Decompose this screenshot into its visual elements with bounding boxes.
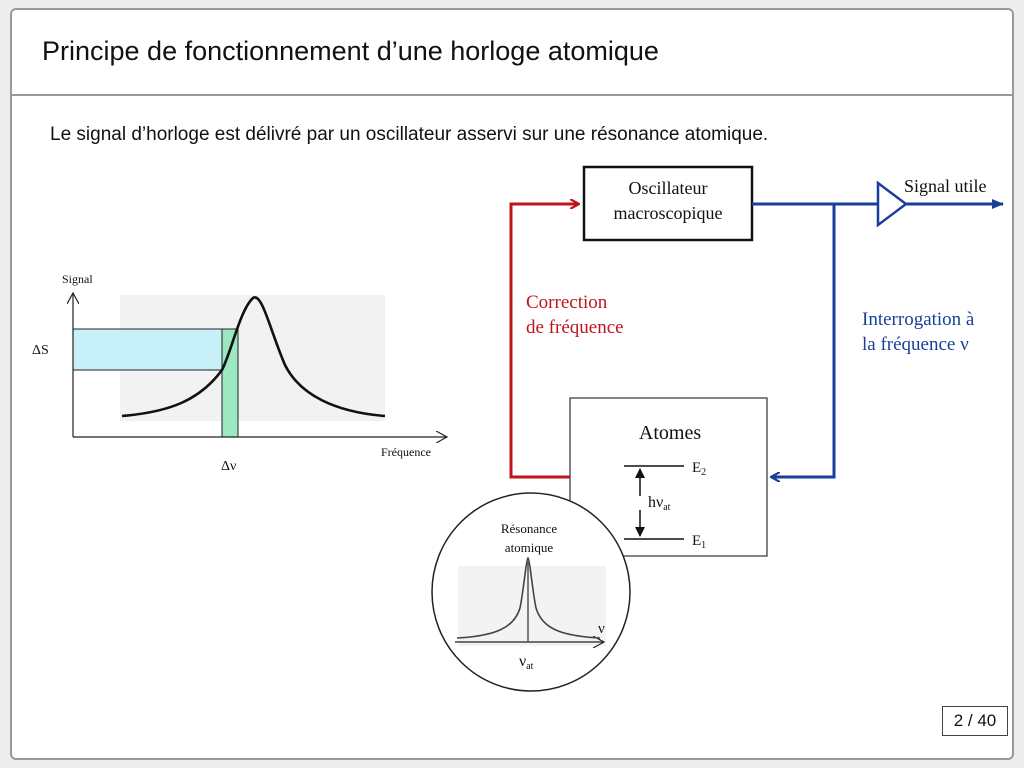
intro-text: Le signal d’horloge est délivré par un oscillateur asservi sur une résonance atomique. — [50, 124, 769, 145]
h-nu-at-label: hνat — [648, 494, 671, 513]
delta-s-label: ΔS — [32, 343, 49, 358]
correction-label-line2: de fréquence — [526, 317, 624, 338]
oscillator-label-line1: Oscillateur — [628, 178, 708, 198]
signal-axis-label: Signal — [62, 272, 93, 286]
useful-signal-label: Signal utile — [904, 176, 987, 196]
e1-label: $E_1$ — [692, 533, 707, 551]
interrogation-arrow — [772, 204, 834, 477]
interrogation-label-line2: la fréquence ν — [862, 334, 969, 355]
delta-nu-label: Δν — [221, 459, 237, 474]
slide-title: Principe de fonctionnement d’une horloge atomique — [42, 36, 659, 66]
oscillator-label-line2: macroscopique — [613, 203, 723, 223]
resonance-label-line1: Résonance — [500, 521, 558, 536]
correction-arrow — [511, 204, 578, 477]
e2-label: $E_2$ — [692, 460, 707, 478]
servo-loop-diagram — [432, 167, 1003, 691]
frequency-axis-label: Fréquence — [381, 445, 431, 459]
nu-axis-label: ν — [598, 621, 605, 637]
response-curve-figure — [32, 272, 447, 474]
resonance-label-line2: atomique — [504, 540, 554, 555]
atoms-label: Atomes — [638, 422, 702, 444]
amplifier-triangle — [878, 183, 906, 225]
page-number: 2 / 40 — [942, 706, 1008, 736]
interrogation-label-line1: Interrogation à — [862, 309, 975, 330]
delta-nu-band — [222, 329, 238, 437]
nu-at-label: νat — [519, 653, 534, 672]
correction-label-line1: Correction — [526, 292, 608, 313]
delta-s-band — [73, 329, 238, 370]
